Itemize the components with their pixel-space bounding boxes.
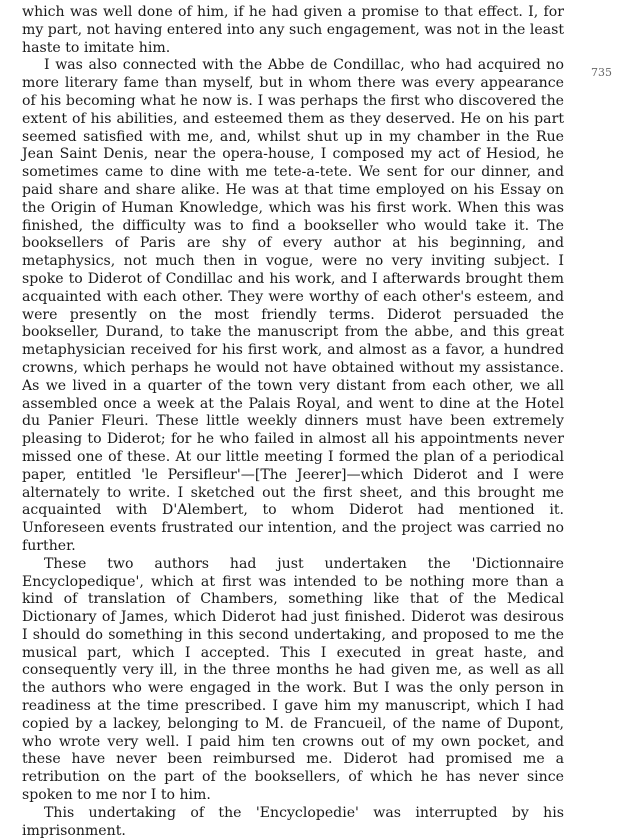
- paragraph-imprisonment: This undertaking of the 'Encyclopedie' was interrupted by his imprisonment.: [22, 804, 564, 839]
- paragraph-encyclopedie: These two authors had just undertaken the 'Dictionnaire Encyclopedique', which at first was intended to be nothing more than a kind of translation of Chambers, something like that of the Medical Dictionary of James, which Diderot had just finished. Diderot was desirous I should do something in this second undertaking, and proposed to me the musical part, which I accepted. This I executed in great haste, and consequently very ill, in the three months he had given me, as well as all the authors who were engaged in the work. But I was the only person in readiness at the time prescribed. I gave him my manuscript, which I had copied by a lackey, belonging to M. de Francueil, of the name of Dupont, who wrote very well. I paid him ten crowns out of my own pocket, and these have never been reimbursed me. Diderot had promised me a retribution on the part of the booksellers, of which he has never since spoken to me nor I to him.: [22, 555, 564, 804]
- paragraph-continuation: which was well done of him, if he had given a promise to that effect. I, for my part, not having entered into any such engagement, was not in the least haste to imitate him.: [22, 4, 564, 56]
- body-text: [22, 4, 564, 840]
- page-number: 735: [591, 66, 612, 79]
- paragraph-condillac: I was also connected with the Abbe de Condillac, who had acquired no more literary fame than myself, but in whom there was every appearance of his becoming what he now is. I was perhaps the first who discovered the extent of his abilities, and esteemed them as they deserved. He on his part seemed satisfied with me, and, whilst shut up in my chamber in the Rue Jean Saint Denis, near the opera-house, I composed my act of Hesiod, he sometimes came to dine with me tete-a-tete. We sent for our dinner, and paid share and share alike. He was at that time employed on his Essay on the Origin of Human Knowledge, which was his first work. When this was finished, the difficulty was to find a bookseller who would take it. The booksellers of Paris are shy of every author at his beginning, and metaphysics, not much then in vogue, were no very inviting subject. I spoke to Diderot of Condillac and his work, and I afterwards brought them acquainted with each other. They were worthy of each other's esteem, and were presently on the most friendly terms. Diderot persuaded the bookseller, Durand, to take the manuscript from the abbe, and this great metaphysician received for his first work, and almost as a favor, a hundred crowns, which perhaps he would not have obtained without my assistance. As we lived in a quarter of the town very distant from each other, we all assembled once a week at the Palais Royal, and went to dine at the Hotel du Panier Fleuri. These little weekly dinners must have been extremely pleasing to Diderot; for he who failed in almost all his appointments never missed one of these. At our little meeting I formed the plan of a periodical paper, entitled 'le Persifleur'—[The Jeerer]—which Diderot and I were alternately to write. I sketched out the first sheet, and this brought me acquainted with D'Alembert, to whom Diderot had mentioned it. Unforeseen events frustrated our intention, and the project was carried no further.: [22, 57, 564, 554]
